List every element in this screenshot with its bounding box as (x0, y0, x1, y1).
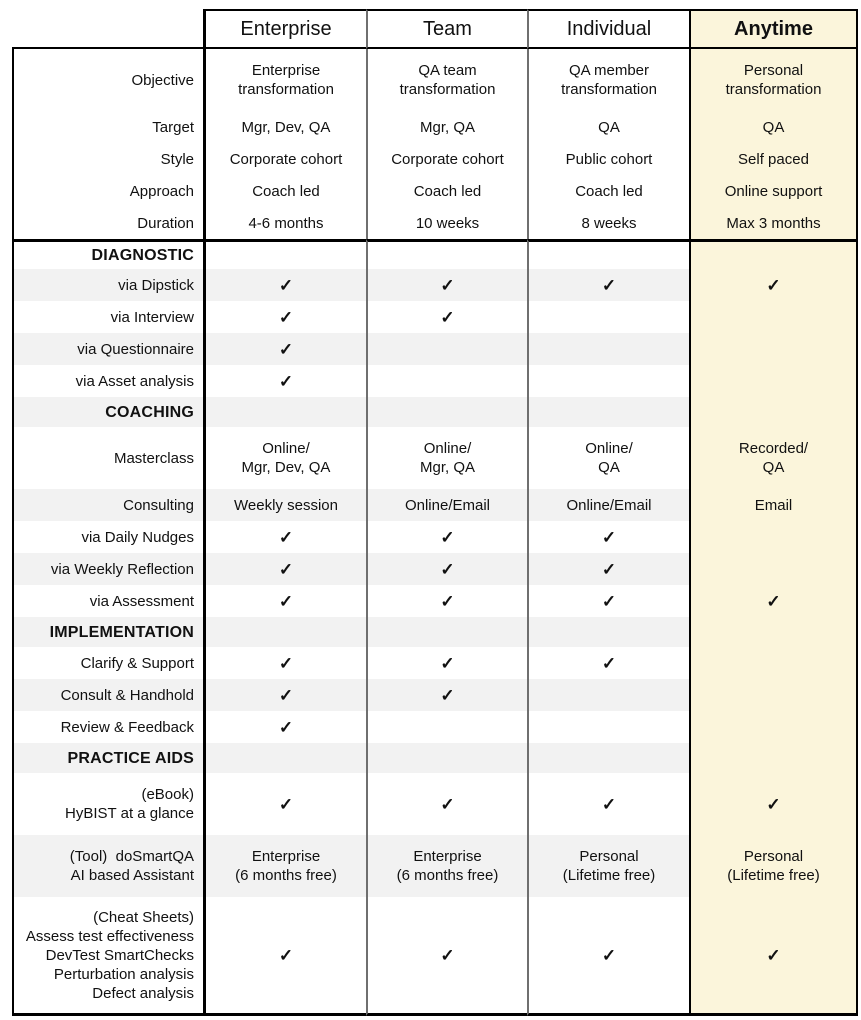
column-header-anytime (689, 9, 858, 49)
cell-anytime-ebook (689, 773, 858, 835)
cell-line: Team (423, 17, 472, 40)
row-label-practice-aids (12, 743, 203, 773)
cell-line: Perturbation analysis (53, 965, 194, 983)
check-icon: ✓ (601, 591, 617, 611)
check-icon: ✓ (766, 591, 781, 611)
row-label-style (12, 143, 203, 175)
cell-team-clarify-support (366, 647, 527, 679)
row-label-via-questionnaire (12, 333, 203, 365)
cell-line: Personal (743, 848, 804, 865)
cell-individual-practice-aids (527, 743, 689, 773)
check-icon: ✓ (440, 275, 455, 295)
cell-individual-ebook (527, 773, 689, 835)
cell-line: Enterprise (413, 848, 482, 865)
cell-line: via Questionnaire (77, 340, 194, 358)
cell-line: (Lifetime free) (562, 867, 656, 884)
cell-line: Corporate cohort (391, 150, 504, 168)
row-label-via-asset-analysis (12, 365, 203, 397)
cell-individual-style (527, 143, 689, 175)
cell-enterprise-practice-aids (203, 743, 366, 773)
cell-team-via-daily-nudges (366, 521, 527, 553)
cell-line: Review & Feedback (60, 718, 194, 736)
cell-anytime-duration (689, 207, 858, 239)
check-icon: ✓ (278, 591, 294, 611)
cell-enterprise-implementation (203, 617, 366, 647)
table-row-via-weekly-reflection (12, 553, 858, 585)
cell-individual-objective (527, 49, 689, 111)
cell-individual-clarify-support (527, 647, 689, 679)
cell-line: Objective (131, 71, 194, 89)
table-header-row (12, 9, 858, 49)
cell-line: Approach (129, 182, 194, 200)
cell-individual-via-asset-analysis (527, 365, 689, 397)
cell-line: (Cheat Sheets) (93, 908, 194, 926)
cell-line: (6 months free) (235, 867, 337, 884)
cell-anytime-coaching (689, 397, 858, 427)
cell-line: Online/Email (566, 496, 652, 514)
check-icon: ✓ (278, 527, 294, 547)
cell-enterprise-masterclass (203, 427, 366, 489)
cell-line: Online/Email (404, 496, 491, 514)
cell-line: Max 3 months (726, 214, 821, 232)
table-row-approach (12, 175, 858, 207)
column-header-team (366, 9, 527, 49)
cell-line: Consulting (123, 496, 194, 514)
cell-team-consult-handhold (366, 679, 527, 711)
cell-line: Target (152, 118, 194, 136)
row-label-via-weekly-reflection (12, 553, 203, 585)
cell-line: Style (160, 150, 194, 168)
cell-line: (eBook) (141, 786, 194, 803)
cell-line: Coach led (252, 182, 320, 200)
cell-individual-via-interview (527, 301, 689, 333)
cell-line: Anytime (734, 17, 813, 40)
cell-team-cheat-sheets (366, 897, 527, 1016)
table-row-via-interview (12, 301, 858, 333)
cell-enterprise-via-questionnaire (203, 333, 366, 365)
cell-line: 10 weeks (415, 214, 480, 232)
check-icon: ✓ (440, 527, 455, 547)
cell-enterprise-coaching (203, 397, 366, 427)
cell-team-via-assessment (366, 585, 527, 617)
cell-team-coaching (366, 397, 527, 427)
row-label-implementation (12, 617, 203, 647)
cell-individual-coaching (527, 397, 689, 427)
check-icon: ✓ (440, 685, 455, 705)
table-row-clarify-support (12, 647, 858, 679)
cell-line: via Assessment (89, 592, 194, 610)
cell-line: Corporate cohort (229, 150, 343, 168)
cell-enterprise-review-feedback (203, 711, 366, 743)
cell-anytime-via-asset-analysis (689, 365, 858, 397)
cell-team-via-questionnaire (366, 333, 527, 365)
row-label-via-interview (12, 301, 203, 333)
cell-individual-masterclass (527, 427, 689, 489)
cell-anytime-consulting (689, 489, 858, 521)
cell-line: (Tool) doSmartQA (69, 848, 194, 865)
cell-line: transformation (399, 81, 496, 98)
cell-anytime-masterclass (689, 427, 858, 489)
cell-anytime-consult-handhold (689, 679, 858, 711)
row-label-consulting (12, 489, 203, 521)
check-icon: ✓ (278, 275, 294, 295)
cell-team-via-weekly-reflection (366, 553, 527, 585)
check-icon: ✓ (766, 794, 781, 814)
column-header-individual (527, 9, 689, 49)
cell-enterprise-via-dipstick (203, 269, 366, 301)
cell-anytime-approach (689, 175, 858, 207)
cell-line: Coach led (413, 182, 482, 200)
cell-line: (Lifetime free) (727, 867, 820, 884)
cell-line: via Weekly Reflection (50, 560, 194, 578)
cell-anytime-implementation (689, 617, 858, 647)
check-icon: ✓ (601, 527, 617, 547)
row-label-clarify-support (12, 647, 203, 679)
row-label-tool-dosmartqa (12, 835, 203, 897)
cell-individual-implementation (527, 617, 689, 647)
table-row-consult-handhold (12, 679, 858, 711)
cell-line: QA (762, 118, 785, 136)
cell-enterprise-approach (203, 175, 366, 207)
row-label-duration (12, 207, 203, 239)
cell-individual-consulting (527, 489, 689, 521)
cell-line: COACHING (105, 403, 194, 421)
cell-line: Clarify & Support (80, 654, 194, 672)
cell-line: Individual (566, 17, 652, 40)
check-icon: ✓ (766, 275, 781, 295)
cell-individual-via-assessment (527, 585, 689, 617)
table-row-target (12, 111, 858, 143)
cell-team-target (366, 111, 527, 143)
cell-line: HyBIST at a glance (65, 805, 194, 822)
cell-line: Recorded/ (738, 440, 809, 457)
table-row-via-asset-analysis (12, 365, 858, 397)
check-icon: ✓ (440, 559, 455, 579)
cell-anytime-style (689, 143, 858, 175)
cell-line: Enterprise (251, 848, 321, 865)
row-label-consult-handhold (12, 679, 203, 711)
cell-team-ebook (366, 773, 527, 835)
cell-team-via-asset-analysis (366, 365, 527, 397)
row-label-ebook (12, 773, 203, 835)
cell-line: Public cohort (565, 150, 653, 168)
cell-anytime-objective (689, 49, 858, 111)
section-row-implementation (12, 617, 858, 647)
cell-line: Mgr, Dev, QA (241, 118, 331, 136)
row-label-via-daily-nudges (12, 521, 203, 553)
row-label-objective (12, 49, 203, 111)
cell-individual-tool-dosmartqa (527, 835, 689, 897)
table-row-tool-dosmartqa (12, 835, 858, 897)
cell-team-style (366, 143, 527, 175)
cell-line: Personal (579, 848, 639, 865)
cell-enterprise-via-assessment (203, 585, 366, 617)
cell-line: 8 weeks (581, 214, 637, 232)
cell-individual-target (527, 111, 689, 143)
table-row-cheat-sheets (12, 897, 858, 1016)
cell-team-approach (366, 175, 527, 207)
cell-line: QA team (418, 62, 477, 79)
header-corner-blank (12, 9, 203, 49)
cell-team-via-dipstick (366, 269, 527, 301)
cell-team-tool-dosmartqa (366, 835, 527, 897)
cell-line: IMPLEMENTATION (49, 623, 194, 641)
cell-line: Weekly session (234, 496, 338, 514)
cell-team-via-interview (366, 301, 527, 333)
check-icon: ✓ (601, 653, 617, 673)
table-row-consulting (12, 489, 858, 521)
cell-anytime-clarify-support (689, 647, 858, 679)
table-row-via-daily-nudges (12, 521, 858, 553)
cell-individual-consult-handhold (527, 679, 689, 711)
cell-anytime-tool-dosmartqa (689, 835, 858, 897)
cell-line: transformation (561, 81, 657, 98)
cell-anytime-via-interview (689, 301, 858, 333)
check-icon: ✓ (601, 275, 617, 295)
cell-anytime-diagnostic (689, 239, 858, 269)
cell-enterprise-duration (203, 207, 366, 239)
cell-anytime-review-feedback (689, 711, 858, 743)
cell-enterprise-consulting (203, 489, 366, 521)
cell-team-consulting (366, 489, 527, 521)
cell-line: QA (598, 459, 620, 476)
table-row-masterclass (12, 427, 858, 489)
check-icon: ✓ (440, 307, 455, 327)
cell-line: via Asset analysis (75, 372, 194, 390)
cell-line: Personal (743, 62, 804, 79)
cell-line: AI based Assistant (70, 867, 194, 884)
cell-line: Email (754, 496, 793, 514)
cell-enterprise-diagnostic (203, 239, 366, 269)
cell-enterprise-style (203, 143, 366, 175)
cell-enterprise-tool-dosmartqa (203, 835, 366, 897)
cell-team-duration (366, 207, 527, 239)
cell-line: Mgr, QA (419, 118, 475, 136)
cell-line: Mgr, Dev, QA (241, 459, 331, 476)
comparison-table (12, 9, 858, 1016)
cell-team-diagnostic (366, 239, 527, 269)
check-icon: ✓ (278, 653, 294, 673)
check-icon: ✓ (440, 591, 455, 611)
cell-line: QA (762, 459, 785, 476)
check-icon: ✓ (278, 559, 294, 579)
check-icon: ✓ (440, 794, 455, 814)
cell-line: PRACTICE AIDS (67, 749, 194, 767)
check-icon: ✓ (766, 945, 781, 965)
row-label-cheat-sheets (12, 897, 203, 1016)
cell-anytime-via-questionnaire (689, 333, 858, 365)
table-row-via-dipstick (12, 269, 858, 301)
row-label-target (12, 111, 203, 143)
check-icon: ✓ (440, 653, 455, 673)
section-row-practice-aids (12, 743, 858, 773)
cell-line: Mgr, QA (419, 459, 475, 476)
cell-individual-via-questionnaire (527, 333, 689, 365)
cell-line: QA member (568, 62, 650, 79)
row-label-review-feedback (12, 711, 203, 743)
cell-enterprise-cheat-sheets (203, 897, 366, 1016)
check-icon: ✓ (278, 945, 294, 965)
table-row-review-feedback (12, 711, 858, 743)
cell-line: DIAGNOSTIC (91, 247, 194, 264)
cell-line: via Interview (110, 308, 194, 326)
cell-line: (6 months free) (396, 867, 499, 884)
table-row-via-assessment (12, 585, 858, 617)
cell-line: Online/ (585, 440, 633, 457)
cell-anytime-via-daily-nudges (689, 521, 858, 553)
cell-anytime-cheat-sheets (689, 897, 858, 1016)
section-row-coaching (12, 397, 858, 427)
cell-anytime-target (689, 111, 858, 143)
cell-enterprise-ebook (203, 773, 366, 835)
cell-team-masterclass (366, 427, 527, 489)
row-label-via-dipstick (12, 269, 203, 301)
cell-line: Coach led (575, 182, 643, 200)
cell-enterprise-via-weekly-reflection (203, 553, 366, 585)
check-icon: ✓ (278, 339, 294, 359)
cell-line: Online/ (423, 440, 472, 457)
row-label-masterclass (12, 427, 203, 489)
cell-line: Online support (724, 182, 823, 200)
cell-anytime-practice-aids (689, 743, 858, 773)
cell-line: Masterclass (113, 449, 194, 467)
cell-enterprise-via-asset-analysis (203, 365, 366, 397)
cell-line: Enterprise (240, 17, 332, 40)
cell-enterprise-via-daily-nudges (203, 521, 366, 553)
check-icon: ✓ (601, 794, 617, 814)
check-icon: ✓ (278, 717, 294, 737)
cell-individual-via-dipstick (527, 269, 689, 301)
cell-enterprise-clarify-support (203, 647, 366, 679)
row-label-via-assessment (12, 585, 203, 617)
cell-line: Duration (137, 214, 194, 232)
cell-anytime-via-dipstick (689, 269, 858, 301)
check-icon: ✓ (278, 685, 294, 705)
check-icon: ✓ (278, 794, 294, 814)
cell-individual-duration (527, 207, 689, 239)
cell-line: transformation (238, 81, 334, 98)
cell-enterprise-via-interview (203, 301, 366, 333)
cell-individual-approach (527, 175, 689, 207)
column-header-enterprise (203, 9, 366, 49)
cell-anytime-via-assessment (689, 585, 858, 617)
check-icon: ✓ (601, 559, 617, 579)
cell-line: DevTest SmartChecks (45, 946, 194, 964)
cell-enterprise-consult-handhold (203, 679, 366, 711)
cell-individual-diagnostic (527, 239, 689, 269)
table-row-ebook (12, 773, 858, 835)
cell-line: Online/ (262, 440, 310, 457)
cell-line: Enterprise (251, 62, 321, 79)
table-row-style (12, 143, 858, 175)
cell-line: via Daily Nudges (81, 528, 194, 546)
cell-team-practice-aids (366, 743, 527, 773)
row-label-approach (12, 175, 203, 207)
check-icon: ✓ (601, 945, 617, 965)
cell-line: Self paced (738, 150, 809, 168)
cell-line: QA (598, 118, 620, 136)
cell-anytime-via-weekly-reflection (689, 553, 858, 585)
cell-line: transformation (725, 81, 822, 98)
cell-individual-review-feedback (527, 711, 689, 743)
table-row-via-questionnaire (12, 333, 858, 365)
cell-enterprise-objective (203, 49, 366, 111)
cell-line: via Dipstick (118, 276, 194, 294)
check-icon: ✓ (278, 307, 294, 327)
row-label-diagnostic (12, 239, 203, 269)
check-icon: ✓ (440, 945, 455, 965)
cell-individual-cheat-sheets (527, 897, 689, 1016)
table-row-objective (12, 49, 858, 111)
cell-individual-via-daily-nudges (527, 521, 689, 553)
cell-line: Consult & Handhold (60, 686, 194, 704)
section-row-diagnostic (12, 239, 858, 269)
cell-team-objective (366, 49, 527, 111)
check-icon: ✓ (278, 371, 294, 391)
table-row-duration (12, 207, 858, 239)
cell-line: Assess test effectiveness (25, 927, 194, 945)
cell-team-implementation (366, 617, 527, 647)
cell-enterprise-target (203, 111, 366, 143)
cell-team-review-feedback (366, 711, 527, 743)
cell-line: Defect analysis (92, 984, 194, 1002)
cell-line: 4-6 months (248, 214, 324, 232)
row-label-coaching (12, 397, 203, 427)
cell-individual-via-weekly-reflection (527, 553, 689, 585)
